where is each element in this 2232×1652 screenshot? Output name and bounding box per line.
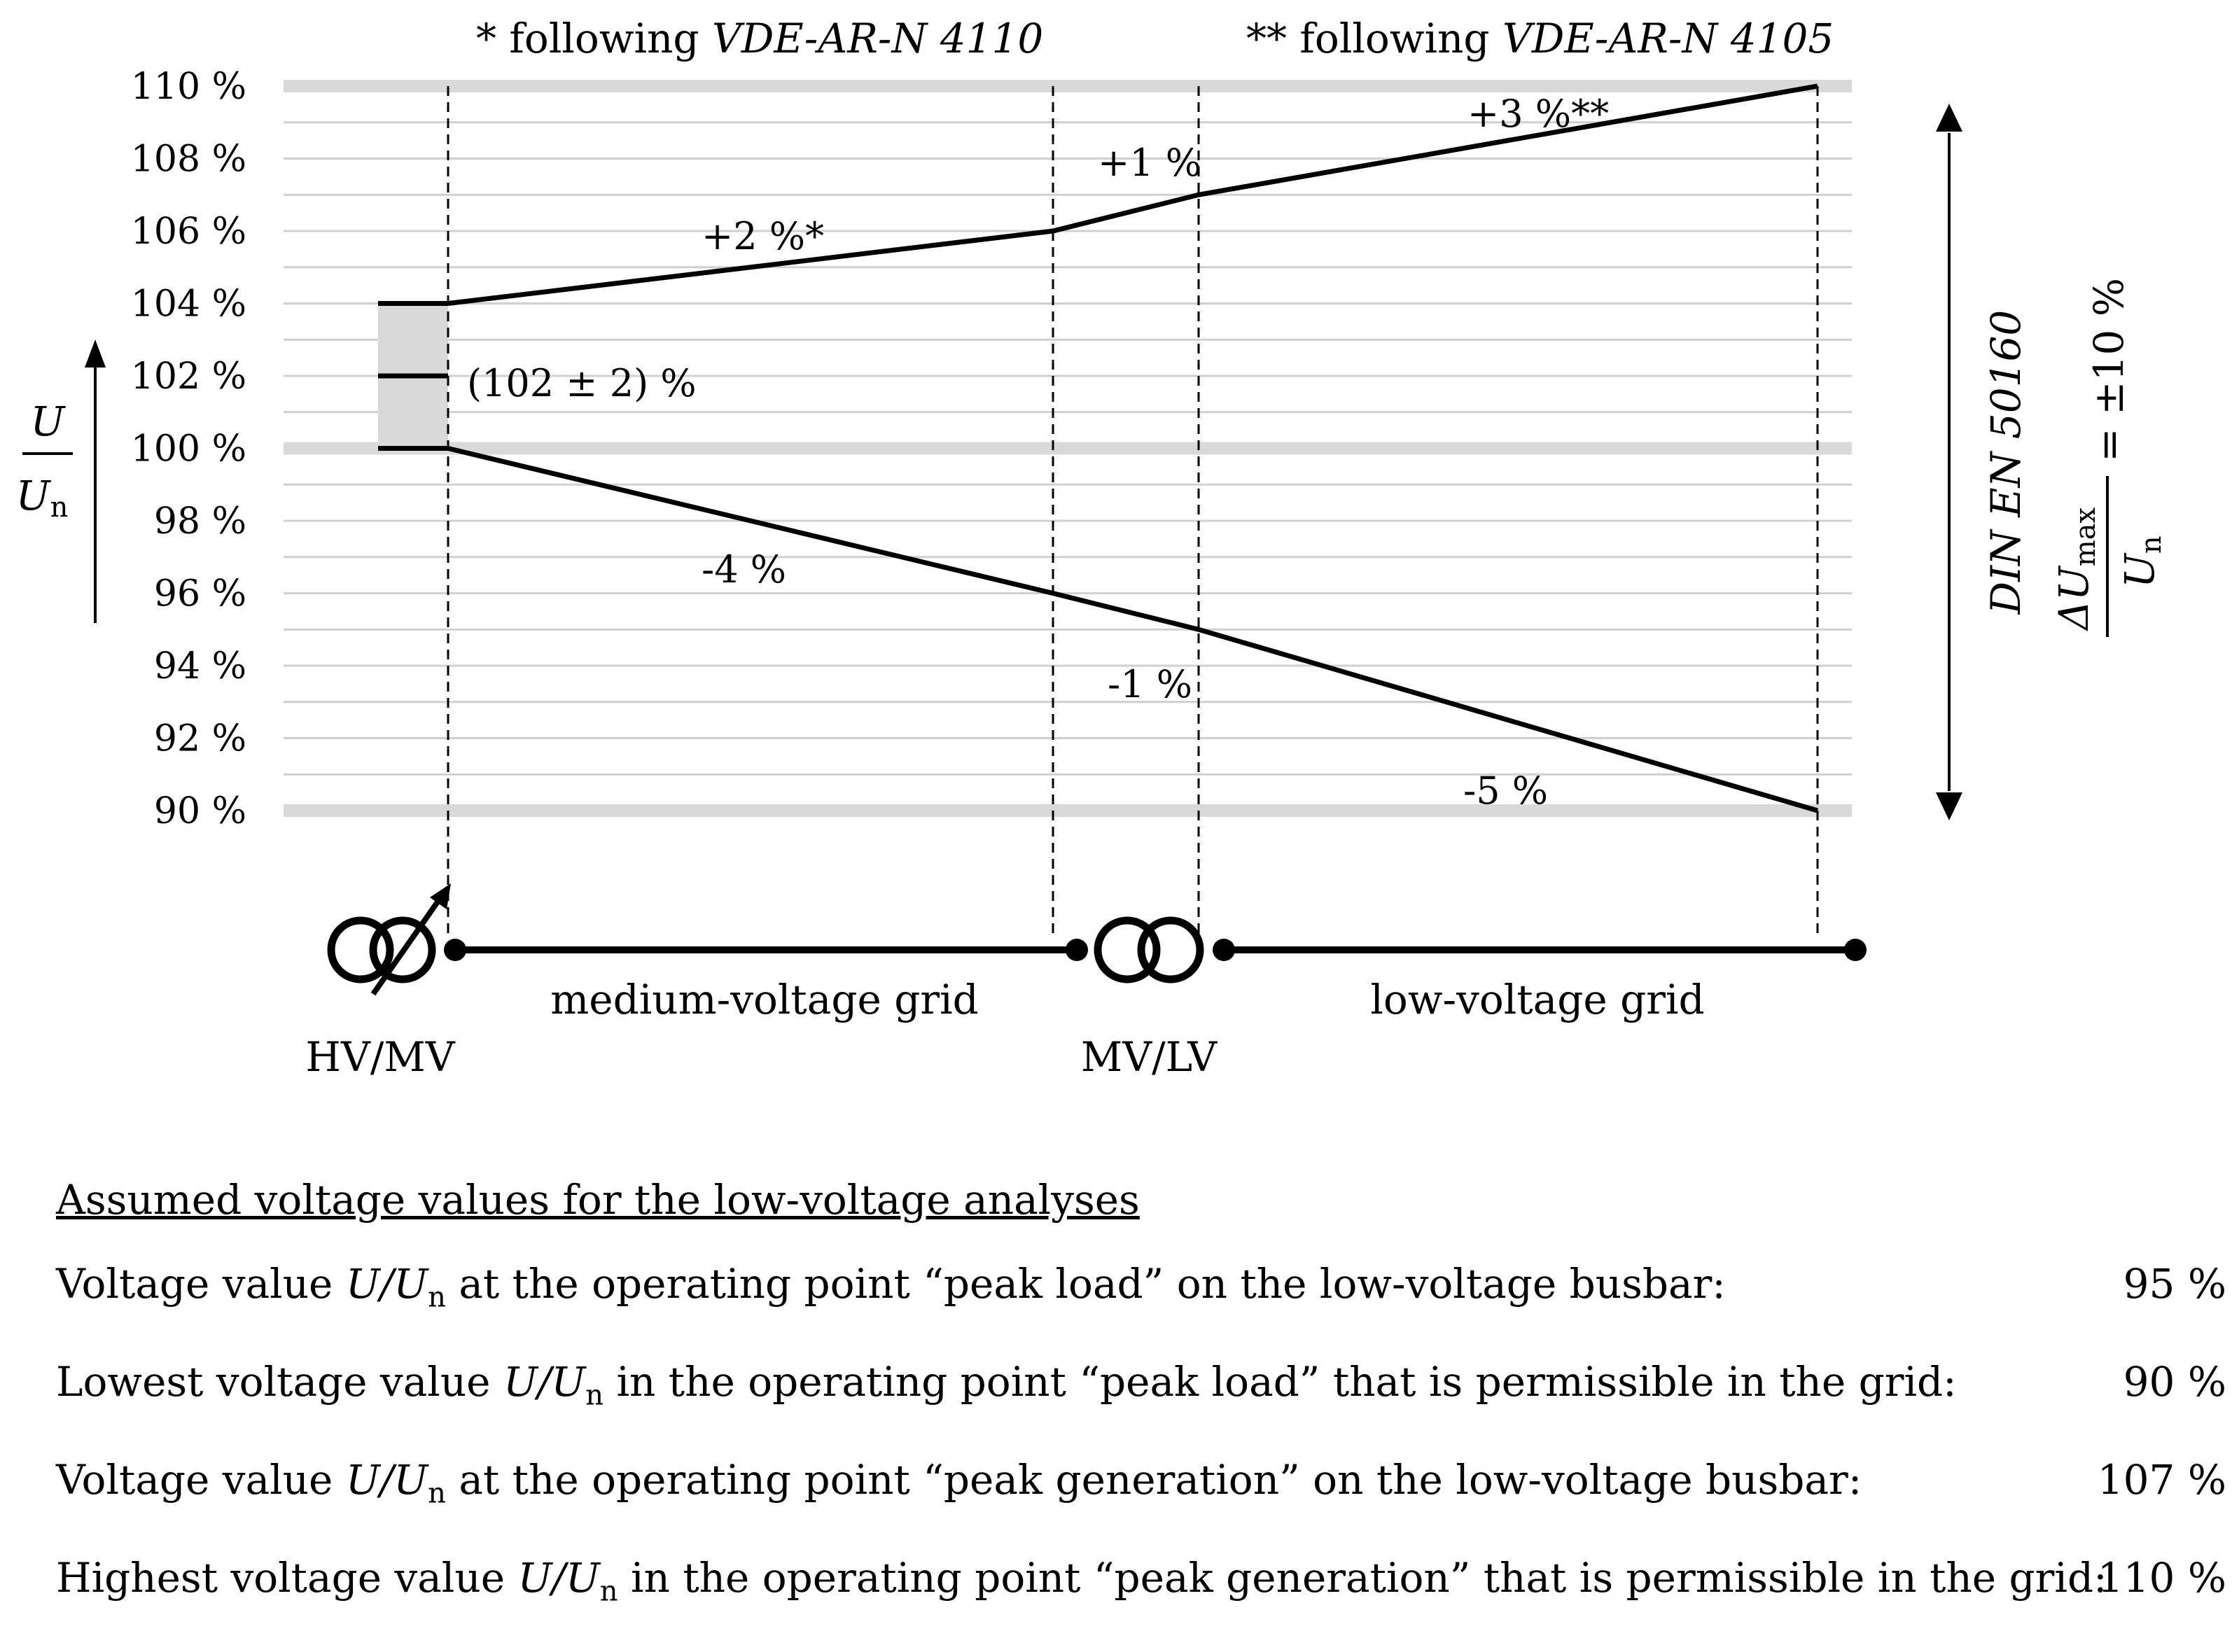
range-arrow-bottom xyxy=(1936,792,1962,820)
assumed-value-description: Voltage value $U/U_n$ at the operating point “peak generation” on the low-voltage busbar: xyxy=(56,1456,1862,1510)
upper-mv-annotation: +2 %* xyxy=(702,214,825,258)
y-tick-label: 106 % xyxy=(130,211,246,253)
y-tick-label: 110 % xyxy=(130,66,246,108)
y-tick-label: 90 % xyxy=(153,790,246,832)
assumed-values-section xyxy=(56,1176,2226,1652)
mv-grid-label: medium-voltage grid xyxy=(550,976,979,1023)
mv-lv-transformer-icon xyxy=(1098,920,1200,979)
delta-u-denominator: Un xyxy=(2116,536,2168,588)
lv-end-node xyxy=(1844,939,1867,961)
assumed-value-row xyxy=(56,1554,2226,1609)
upper-trafo-annotation: +1 % xyxy=(1098,141,1202,185)
y-tick-label: 102 % xyxy=(130,356,246,398)
lower-lv-annotation: -5 % xyxy=(1463,769,1549,813)
delta-u-numerator: ΔUmax xyxy=(2050,507,2102,630)
mv-lv-node-secondary xyxy=(1213,939,1235,961)
assumed-value-description: Lowest voltage value $U/U_n$ in the operating point “peak load” that is permissible in the grid: xyxy=(56,1358,1957,1412)
assumed-value-number: 95 % xyxy=(2123,1260,2226,1308)
y-tick-label: 92 % xyxy=(153,718,246,760)
band-annotation: (102 ± 2) % xyxy=(467,361,697,405)
lower-mv-annotation: -4 % xyxy=(702,547,787,592)
assumed-values-list xyxy=(56,1260,2226,1609)
y-tick-label: 98 % xyxy=(153,500,246,542)
delta-u-ratio-label xyxy=(2050,278,2168,637)
y-label-numerator: U xyxy=(30,398,65,445)
mv-lv-label: MV/LV xyxy=(1080,1033,1218,1081)
y-tick-label: 104 % xyxy=(130,283,246,326)
assumed-value-row xyxy=(56,1358,2226,1413)
assumed-value-number: 90 % xyxy=(2123,1358,2226,1406)
assumed-value-row xyxy=(56,1260,2226,1315)
hv-mv-label: HV/MV xyxy=(305,1033,455,1081)
assumed-value-number: 107 % xyxy=(2097,1456,2226,1504)
upper-lv-annotation: +3 %** xyxy=(1467,92,1610,136)
y-tick-label: 108 % xyxy=(130,138,246,181)
assumed-values-heading: Assumed voltage values for the low-voltage analyses xyxy=(56,1176,1140,1224)
din-en-50160-label: DIN EN 50160 xyxy=(1982,309,2030,615)
delta-u-equals: = ±10 % xyxy=(2085,278,2133,462)
y-tick-label: 100 % xyxy=(130,428,246,470)
hv-mv-tap-changer-transformer-icon xyxy=(331,883,451,994)
assumed-value-description: Voltage value $U/U_n$ at the operating point “peak load” on the low-voltage busbar: xyxy=(56,1260,1726,1314)
assumed-value-number: 110 % xyxy=(2097,1554,2226,1602)
y-axis-arrowhead xyxy=(85,340,106,368)
range-arrow-top xyxy=(1936,104,1962,132)
assumed-value-row xyxy=(56,1456,2226,1511)
header-right: ** following VDE-AR-N 4105 xyxy=(1246,15,1834,62)
hv-mv-node xyxy=(444,939,466,961)
y-axis-label xyxy=(16,398,73,524)
y-tick-label: 96 % xyxy=(153,573,246,615)
mv-lv-node-primary xyxy=(1066,939,1088,961)
assumed-value-description: Highest voltage value $U/U_n$ in the operating point “peak generation” that is permissible in the grid: xyxy=(56,1554,2107,1608)
y-label-denominator: Un xyxy=(15,472,69,524)
y-tick-label: 94 % xyxy=(153,645,246,687)
lower-trafo-annotation: -1 % xyxy=(1108,662,1193,706)
y-tick-labels xyxy=(131,66,246,832)
gridlines xyxy=(284,86,1852,811)
header-left: * following VDE-AR-N 4110 xyxy=(476,15,1044,62)
lv-grid-label: low-voltage grid xyxy=(1370,976,1705,1023)
